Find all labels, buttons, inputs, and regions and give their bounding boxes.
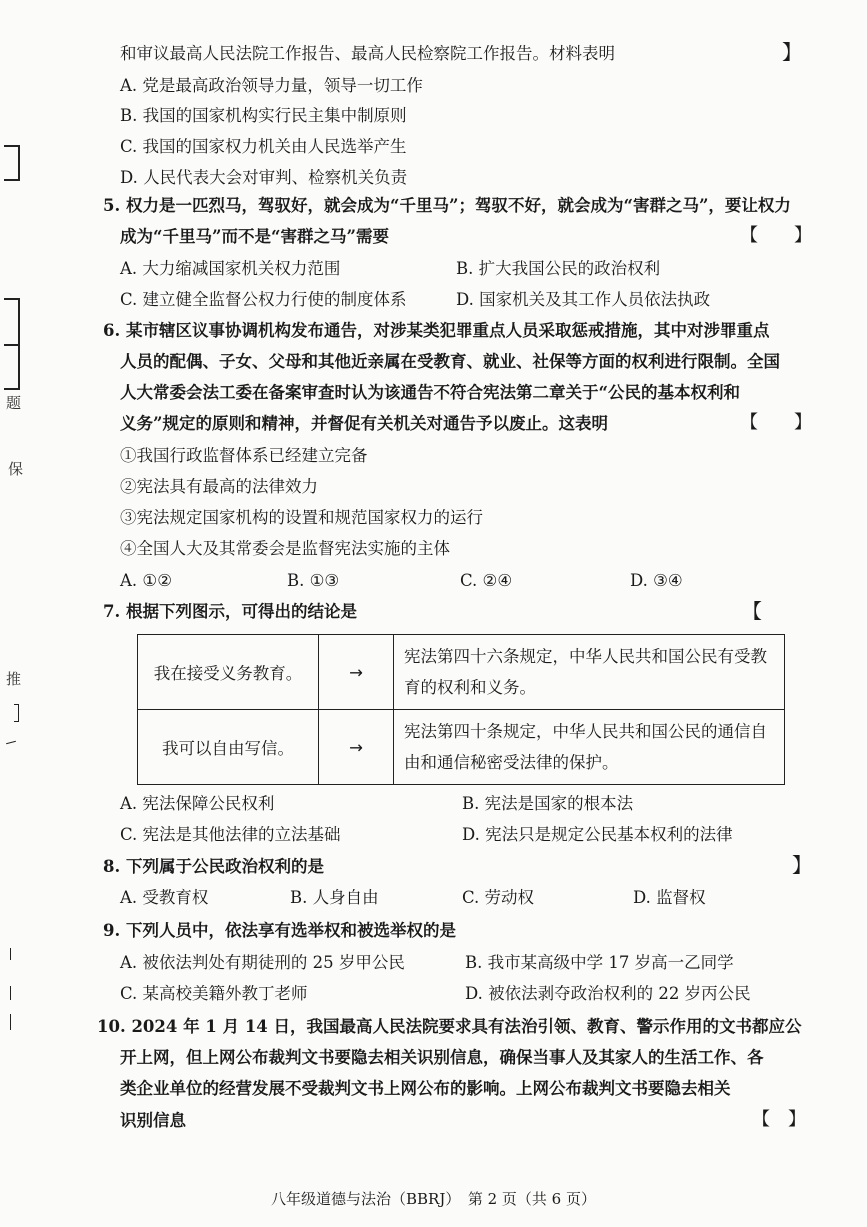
- margin-stroke-1: [10, 948, 11, 960]
- q6-option-d: D. ③④: [630, 571, 683, 590]
- q7-option-c: C. 宪法是其他法律的立法基础: [120, 825, 341, 844]
- q9-option-c: C. 某高校美籍外教丁老师: [120, 984, 308, 1003]
- q10-stem-line-2: 开上网，但上网公布裁判文书要隐去相关识别信息，确保当事人及其家人的生活工作、各: [120, 1048, 764, 1067]
- q8-answer-bracket: 】: [792, 853, 812, 877]
- q9-option-d: D. 被依法剥夺政治权利的 22 岁丙公民: [465, 984, 751, 1003]
- margin-char-bao: 保: [8, 460, 24, 478]
- q6-option-b: B. ①③: [287, 571, 340, 590]
- q6-stem-line-4: 义务”规定的原则和精神，并督促有关机关对通告予以废止。这表明: [120, 414, 608, 433]
- q4-option-a: A. 党是最高政治领导力量，领导一切工作: [120, 76, 423, 95]
- margin-small-bracket: [14, 704, 19, 722]
- q8-option-d: D. 监督权: [633, 888, 706, 907]
- q9-option-a: A. 被依法判处有期徒刑的 25 岁甲公民: [120, 953, 405, 972]
- q4-option-d: D. 人民代表大会对审判、检察机关负责: [120, 168, 408, 187]
- q10-stem-line-4: 识别信息: [120, 1111, 186, 1130]
- q10-answer-bracket: 【 】: [752, 1109, 806, 1130]
- q7-row-2-right: 宪法第四十条规定，中华人民共和国公民的通信自由和通信秘密受法律的保护。: [394, 710, 785, 785]
- q7-row-1-left: 我在接受义务教育。: [138, 635, 319, 710]
- q6-stem-line-1: 6. 某市辖区议事协调机构发布通告，对涉某类犯罪重点人员采取惩戒措施，其中对涉罪重点: [103, 321, 770, 340]
- q7-row-2-arrow: →: [319, 710, 394, 785]
- q7-answer-bracket: 【: [742, 599, 762, 623]
- margin-stroke-3: [10, 1014, 11, 1030]
- q4-stem-tail: 和审议最高人民法院工作报告、最高人民检察院工作报告。材料表明: [120, 44, 615, 63]
- q5-answer-bracket: 【 】: [740, 225, 812, 246]
- q7-option-b: B. 宪法是国家的根本法: [462, 794, 634, 813]
- q10-stem-line-3: 类企业单位的经营发展不受裁判文书上网公布的影响。上网公布裁判文书要隐去相关: [120, 1079, 731, 1098]
- q5-option-d: D. 国家机关及其工作人员依法执政: [456, 290, 711, 309]
- q6-stem-line-3: 人大常委会法工委在备案审查时认为该通告不符合宪法第二章关于“公民的基本权利和: [120, 383, 740, 402]
- q6-option-c: C. ②④: [460, 571, 513, 590]
- margin-tick: [4, 344, 18, 346]
- q4-option-c: C. 我国的国家权力机关由人民选举产生: [120, 137, 407, 156]
- q7-row: [138, 710, 785, 785]
- q8-option-a: A. 受教育权: [120, 888, 209, 907]
- q9-stem: 9. 下列人员中，依法享有选举权和被选举权的是: [103, 921, 456, 940]
- q7-option-d: D. 宪法只是规定公民基本权利的法律: [462, 825, 733, 844]
- q8-option-b: B. 人身自由: [290, 888, 379, 907]
- q7-stem: 7. 根据下列图示，可得出的结论是: [103, 602, 357, 621]
- q5-option-c: C. 建立健全监督公权力行使的制度体系: [120, 290, 407, 309]
- margin-char-ti: 题: [6, 394, 22, 412]
- q8-stem: 8. 下列属于公民政治权利的是: [103, 857, 324, 876]
- q4-option-b: B. 我国的国家机构实行民主集中制原则: [120, 106, 407, 125]
- margin-dash: [6, 741, 16, 745]
- q7-option-a: A. 宪法保障公民权利: [120, 794, 275, 813]
- q6-answer-bracket: 【 】: [740, 412, 812, 433]
- q5-option-a: A. 大力缩减国家机关权力范围: [120, 259, 341, 278]
- page-footer: 八年级道德与法治（BBRJ） 第 2 页（共 6 页）: [270, 1190, 596, 1208]
- q6-statement-2: ②宪法具有最高的法律效力: [120, 477, 318, 496]
- q7-row-2-left: 我可以自由写信。: [138, 710, 319, 785]
- q8-option-c: C. 劳动权: [462, 888, 535, 907]
- margin-bracket-top: [4, 145, 20, 181]
- q5-option-b: B. 扩大我国公民的政治权利: [456, 259, 661, 278]
- q7-row: [138, 635, 785, 710]
- q9-option-b: B. 我市某高级中学 17 岁高一乙同学: [465, 953, 734, 972]
- margin-stroke-2: [10, 986, 11, 1000]
- q7-diagram-table: [137, 634, 785, 785]
- q6-statement-1: ①我国行政监督体系已经建立完备: [120, 446, 368, 465]
- q4-answer-bracket: 】: [782, 40, 802, 64]
- q5-stem-line-2: 成为“千里马”而不是“害群之马”需要: [120, 227, 389, 246]
- q7-row-1-right: 宪法第四十六条规定，中华人民共和国公民有受教育的权利和义务。: [394, 635, 785, 710]
- q6-statement-4: ④全国人大及其常委会是监督宪法实施的主体: [120, 539, 450, 558]
- q6-stem-line-2: 人员的配偶、子女、父母和其他近亲属在受教育、就业、社保等方面的权利进行限制。全国: [120, 352, 780, 371]
- q7-row-1-arrow: →: [319, 635, 394, 710]
- q10-stem-line-1: 10. 2024 年 1 月 14 日，我国最高人民法院要求具有法治引领、教育、警示作用的文书都应公: [97, 1017, 802, 1036]
- margin-char-tui: 推: [6, 670, 22, 688]
- q6-option-a: A. ①②: [120, 571, 172, 590]
- q5-stem-line-1: 5. 权力是一匹烈马，驾驭好，就会成为“千里马”；驾驭不好，就会成为“害群之马”，要让权力: [103, 196, 791, 215]
- q6-statement-3: ③宪法规定国家机构的设置和规范国家权力的运行: [120, 508, 483, 527]
